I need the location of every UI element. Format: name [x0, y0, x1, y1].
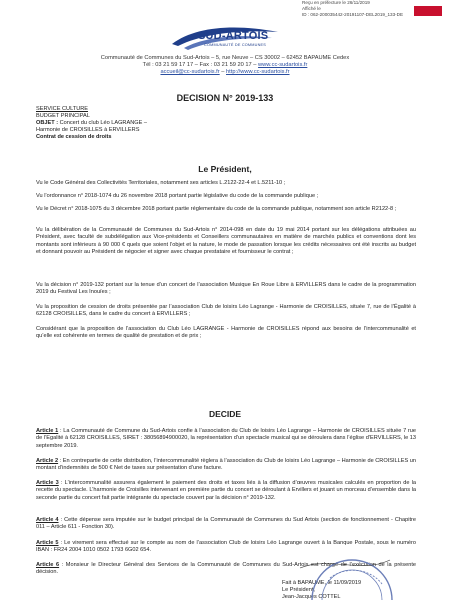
decision-title: DECISION N° 2019-133 [176, 93, 274, 103]
logo-subtitle: COMMUNAUTÉ DE COMMUNES [204, 43, 266, 47]
signature-role: Le Président, [282, 587, 315, 593]
consideration-3: Vu le Décret n° 2018-1075 du 3 décembre 2018 portant partie réglementaire du code de la commande publique, notamment son article R2122-8 ; [36, 206, 397, 212]
article-4-label: Article 4 [36, 517, 59, 523]
consideration-5: Vu la décision n° 2019-132 portant sur la tenue d’un concert de l’association Musique En Roue Libre à ERVILLERS dans le cadre de la programmation 2019 du Festival Les Inouïes ; [36, 282, 416, 296]
official-seal-icon [290, 548, 400, 600]
article-1-label: Article 1 [36, 428, 59, 434]
header-address: Communauté de Communes du Sud-Artois – 5, rue Neuve – CS 30002 – 62452 BAPAUME Cedex [100, 55, 350, 61]
receipt-line-1: Reçu en préfecture le 26/11/2019 [302, 0, 370, 5]
article-6-label: Article 6 [36, 562, 60, 568]
decide-heading: DECIDE [208, 409, 242, 419]
consideration-2: Vu l’ordonnance n° 2018-1074 du 26 novembre 2018 portant partie législative du code de la commande publique ; [36, 193, 319, 199]
objet-text-2: Harmonie de CROISILLES à ERVILLERS [36, 127, 140, 133]
article-4-text: : Cette dépense sera imputée sur le budget principal de la Communauté de Communes du Sud Artois (section de fonctionnement - Chapitre 011 – Article 611 - Fonction 30). [36, 517, 416, 531]
article-5-label: Article 5 [36, 540, 59, 546]
contract-label: Contrat de cession de droits [36, 134, 112, 140]
header-separator: – [219, 69, 226, 75]
article-2 [36, 458, 416, 473]
article-2-text: : En contrepartie de cette distribution, l’intercommunalité règlera à l’association du Club de loisirs Léo Lagrange – Harmonie de CROISILLES un montant d’indemnités de 500 € Net de taxes sur présentation d’une facture. [36, 458, 416, 472]
signature-name: Jean-Jacques COTTEL [282, 594, 341, 600]
objet-line [36, 120, 147, 126]
article-4 [36, 517, 416, 532]
consideration-6: Vu la proposition de cession de droits présentée par l’association Club de loisirs Léo Lagrange - Harmonie de CROISILLES, située 7, rue de l’Égalité à 62128 CROISILLES, dans le cadre du concert à ERVILLERS ; [36, 304, 416, 318]
article-6-text: : Monsieur le Directeur Général des Services de la Communauté de Communes du Sud-Artois est chargé de l’exécution de la présente décision. [36, 562, 416, 576]
president-heading: Le Président, [198, 164, 252, 174]
prefecture-receipt-stamp [302, 0, 448, 24]
header-email-line [40, 69, 410, 75]
article-2-label: Article 2 [36, 458, 59, 464]
header-url-link[interactable]: http://www.cc-sudartois.fr [226, 69, 290, 75]
receipt-badge [414, 6, 442, 16]
receipt-line-3: ID : 062-200035442-20191107-DEL2019_133-DE [302, 12, 404, 17]
logo-wordmark: SUD-ARTOIS [198, 30, 269, 42]
article-5-text: : Le virement sera effectué sur le compte au nom de l’association Club de loisirs Léo Lagrange ouvert à la Banque Postale, sous le numéro IBAN : FR24 2004 1010 0502 1793 6G02 654. [36, 540, 416, 554]
article-1-text: : La Communauté de Commune du Sud-Artois confie à l’association du Club de loisirs Léo Lagrange – Harmonie de CROISILLES située 7 rue de l’Egalité à 62128 CROISILLES, SIRET : 38056894900020, la représentation d’un spectacle musical qui se déroulera dans l’église d’ERVILLERS, le 13 septembre 2019. [36, 428, 417, 449]
consideration-4: Vu la délibération de la Communauté de Communes du Sud-Artois n° 2014-098 en date du 19 mai 2014 portant sur les délégations attribuées au Président, avec faculté de subdélégation aux Vice-présidents et Conseillers communautaires en matière de marchés publics et conventions dont les montants sont inférieurs à 90 000 € quels que soient l’objet et la nature, le mode de passation lorsque les crédits nécessaires ont été inscrits au budget et donnant pouvoir au Président de négocier et signer avec chaque prestataire et fournisseur le contrat ; [36, 227, 416, 256]
signature-place-date: Fait à BAPAUME, le 11/09/2019 [282, 580, 362, 586]
header-email-link[interactable]: accueil@cc-sudartois.fr [160, 69, 220, 75]
consideration-1: Vu le Code Général des Collectivités Territoriales, notamment ses articles L.2122-22-4 et L.5211-10 ; [36, 180, 286, 186]
article-3 [36, 480, 416, 502]
objet-label: OBJET : [36, 120, 60, 126]
header-phone-line [40, 62, 410, 68]
header-phone-fax: Tél : 03 21 59 17 17 – Fax : 03 21 59 20 17 – [142, 62, 259, 68]
article-3-label: Article 3 [36, 480, 59, 486]
header-website-link[interactable]: www.cc-sudartois.fr [258, 62, 308, 68]
service-label: SERVICE CULTURE [36, 106, 89, 112]
objet-text: Concert du club Léo LAGRANGE – [59, 120, 147, 126]
article-1 [36, 428, 416, 450]
budget-label: BUDGET PRINCIPAL [36, 113, 90, 119]
receipt-line-2: Affiché le [302, 6, 321, 11]
consideration-7: Considérant que la proposition de l’association du Club Léo LAGRANGE - Harmonie de CROISILLES répond aux besoins de l’intercommunalité et qu’elle est cohérente en termes de qualité de prestation et de prix ; [36, 326, 416, 340]
article-3-text: : L’intercommunalité assurera également le paiement des droits et taxes liés à la diffusion d’œuvres musicales calculés en proportion de la recette du spectacle. L’harmonie de Croisilles intervenant en première partie du concert se déroulant à Ervillers et jouant un morceau d’ensemble dans la seconde partie du concert fait partie intégrante du spectacle couvert par la décision n° 2019-132. [36, 480, 416, 501]
